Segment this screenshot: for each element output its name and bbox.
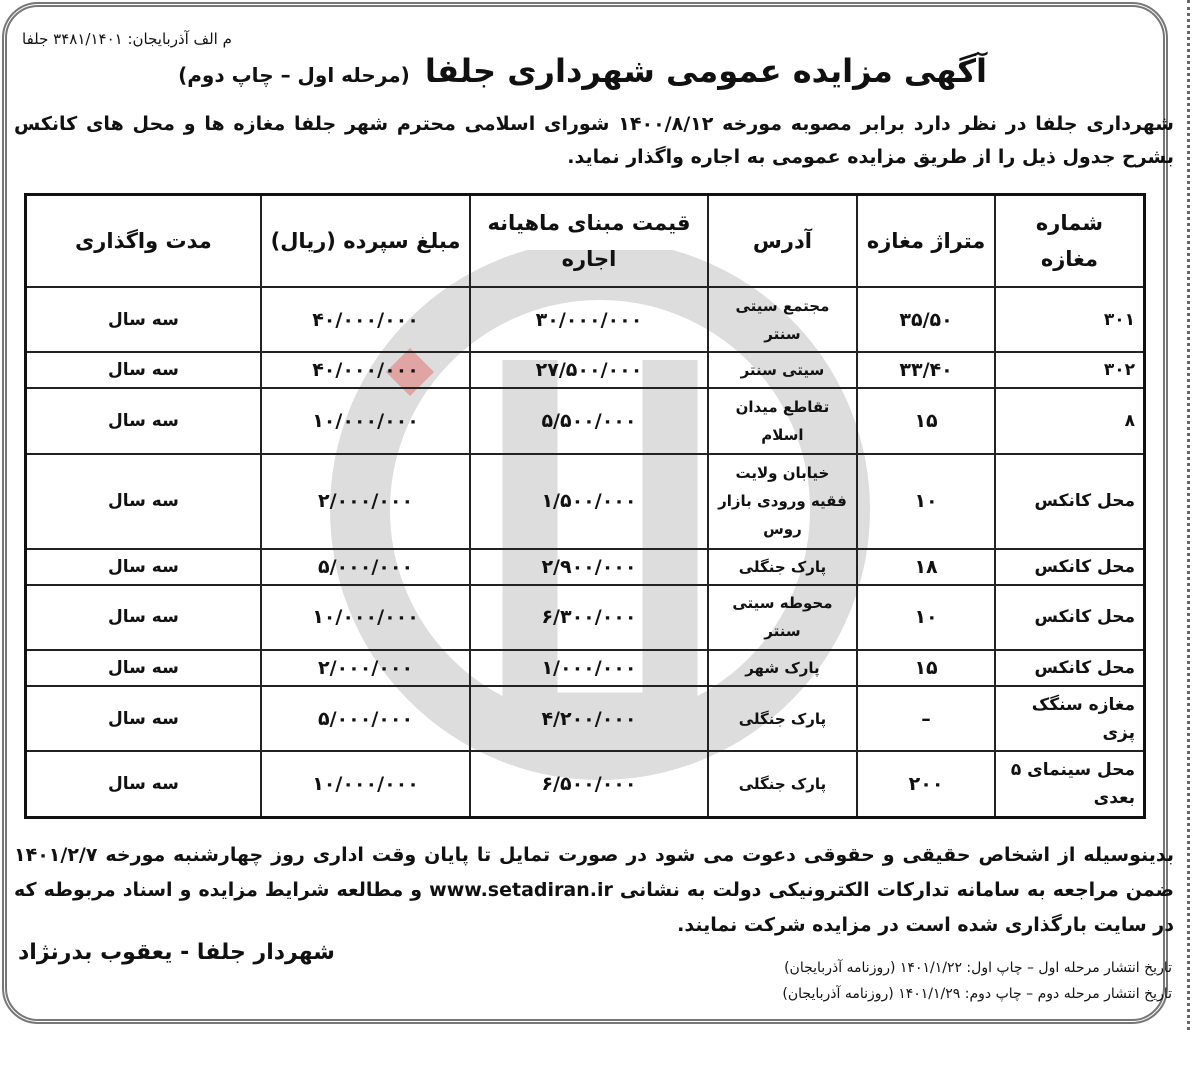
cell-shop: مغازه سنگک پزی (995, 686, 1145, 751)
cell-deposit: ۲/۰۰۰/۰۰۰ (261, 650, 471, 686)
table-row (26, 549, 1145, 585)
cell-address: پارک جنگلی (708, 549, 858, 585)
cell-deposit: ۱۰/۰۰۰/۰۰۰ (261, 751, 471, 817)
table-row (26, 585, 1145, 650)
title-sub: (مرحله اول – چاپ دوم) (178, 63, 410, 87)
cell-address: محوطه سیتی سنتر (708, 585, 858, 650)
cell-deposit: ۱۰/۰۰۰/۰۰۰ (261, 388, 471, 453)
cell-address: سیتی سنتر (708, 352, 858, 388)
publication-first: تاریخ انتشار مرحله اول – چاپ اول: ۱۴۰۱/۱/۲۲ (روزنامه آذربایجان) (784, 960, 1172, 976)
table-row (26, 352, 1145, 388)
cell-price: ۶/۵۰۰/۰۰۰ (470, 751, 707, 817)
cell-shop: ۳۰۱ (995, 287, 1145, 352)
signer-name: شهردار جلفا - یعقوب بدرنژاد (18, 940, 335, 965)
cell-price: ۳۰/۰۰۰/۰۰۰ (470, 287, 707, 352)
cell-address: پارک شهر (708, 650, 858, 686)
cell-address: خیابان ولایت فقیه ورودی بازار روس (708, 454, 858, 549)
cell-duration: سه سال (26, 454, 261, 549)
cell-area: ۱۵ (857, 388, 995, 453)
header-duration: مدت واگذاری (26, 195, 261, 288)
header-base-price: قیمت مبنای ماهیانه اجاره (470, 195, 707, 288)
cell-duration: سه سال (26, 352, 261, 388)
table-row (26, 686, 1145, 751)
cell-duration: سه سال (26, 686, 261, 751)
cell-deposit: ۵/۰۰۰/۰۰۰ (261, 686, 471, 751)
table-row (26, 287, 1145, 352)
table-row (26, 388, 1145, 453)
cell-price: ۲/۹۰۰/۰۰۰ (470, 549, 707, 585)
page-edge-dots (1179, 0, 1190, 1030)
cell-address: مجتمع سیتی سنتر (708, 287, 858, 352)
header-area: متراژ مغازه (857, 195, 995, 288)
cell-deposit: ۴۰/۰۰۰/۰۰۰ (261, 352, 471, 388)
cell-area: ۱۰ (857, 585, 995, 650)
table-row (26, 454, 1145, 549)
cell-address: پارک جنگلی (708, 686, 858, 751)
table-header-row (26, 195, 1145, 288)
intro-paragraph: شهرداری جلفا در نظر دارد برابر مصوبه مورخه ۱۴۰۰/۸/۱۲ شورای اسلامی محترم شهر جلفا مغازه ها و محل های کانکس بشرح جدول ذیل را از طریق مزایده عمومی به اجاره واگذار نماید. (14, 113, 1174, 168)
cell-duration: سه سال (26, 751, 261, 817)
header-address: آدرس (708, 195, 858, 288)
cell-area: ۱۵ (857, 650, 995, 686)
cell-duration: سه سال (26, 650, 261, 686)
page-title (178, 52, 987, 90)
cell-deposit: ۵/۰۰۰/۰۰۰ (261, 549, 471, 585)
title-main: آگهی مزایده عمومی شهرداری جلفا (424, 52, 987, 90)
cell-deposit: ۴۰/۰۰۰/۰۰۰ (261, 287, 471, 352)
cell-price: ۴/۲۰۰/۰۰۰ (470, 686, 707, 751)
cell-price: ۲۷/۵۰۰/۰۰۰ (470, 352, 707, 388)
cell-duration: سه سال (26, 585, 261, 650)
table-row (26, 650, 1145, 686)
cell-price: ۵/۵۰۰/۰۰۰ (470, 388, 707, 453)
cell-shop: محل سینمای ۵ بعدی (995, 751, 1145, 817)
cell-area: ۱۸ (857, 549, 995, 585)
reference-number: م الف آذربایجان: ۳۴۸۱/۱۴۰۱ جلفا (22, 30, 232, 48)
publication-dates (782, 955, 1172, 1007)
cell-shop: محل کانکس (995, 585, 1145, 650)
cell-address: پارک جنگلی (708, 751, 858, 817)
cell-area: ۱۰ (857, 454, 995, 549)
cell-deposit: ۱۰/۰۰۰/۰۰۰ (261, 585, 471, 650)
publication-second: تاریخ انتشار مرحله دوم – چاپ دوم: ۱۴۰۱/۱/۲۹ (روزنامه آذربایجان) (782, 986, 1172, 1002)
cell-address: تقاطع میدان اسلام (708, 388, 858, 453)
cell-shop: ۳۰۲ (995, 352, 1145, 388)
header-deposit: مبلغ سپرده (ریال) (261, 195, 471, 288)
header-shop-number: شماره مغازه (995, 195, 1145, 288)
cell-shop: محل کانکس (995, 454, 1145, 549)
cell-area: ۲۰۰ (857, 751, 995, 817)
cell-area: ۳۳/۴۰ (857, 352, 995, 388)
auction-table (24, 193, 1146, 819)
cell-price: ۱/۰۰۰/۰۰۰ (470, 650, 707, 686)
cell-price: ۱/۵۰۰/۰۰۰ (470, 454, 707, 549)
cell-area: – (857, 686, 995, 751)
cell-duration: سه سال (26, 388, 261, 453)
cell-shop: محل کانکس (995, 650, 1145, 686)
outro-paragraph: بدینوسیله از اشخاص حقیقی و حقوقی دعوت می شود در صورت تمایل تا پایان وقت اداری روز چهارشنبه مورخه ۱۴۰۱/۲/۷ ضمن مراجعه به سامانه تدارکات الکترونیکی دولت به نشانی www.setadiran.ir و مطالعه شرایط مزایده و اسناد مربوطه که در سایت بارگذاری شده است در مزایده شرکت نمایند. (14, 844, 1174, 936)
table-row (26, 751, 1145, 817)
cell-price: ۶/۳۰۰/۰۰۰ (470, 585, 707, 650)
cell-shop: محل کانکس (995, 549, 1145, 585)
cell-duration: سه سال (26, 287, 261, 352)
cell-deposit: ۲/۰۰۰/۰۰۰ (261, 454, 471, 549)
cell-area: ۳۵/۵۰ (857, 287, 995, 352)
cell-shop: ۸ (995, 388, 1145, 453)
cell-duration: سه سال (26, 549, 261, 585)
